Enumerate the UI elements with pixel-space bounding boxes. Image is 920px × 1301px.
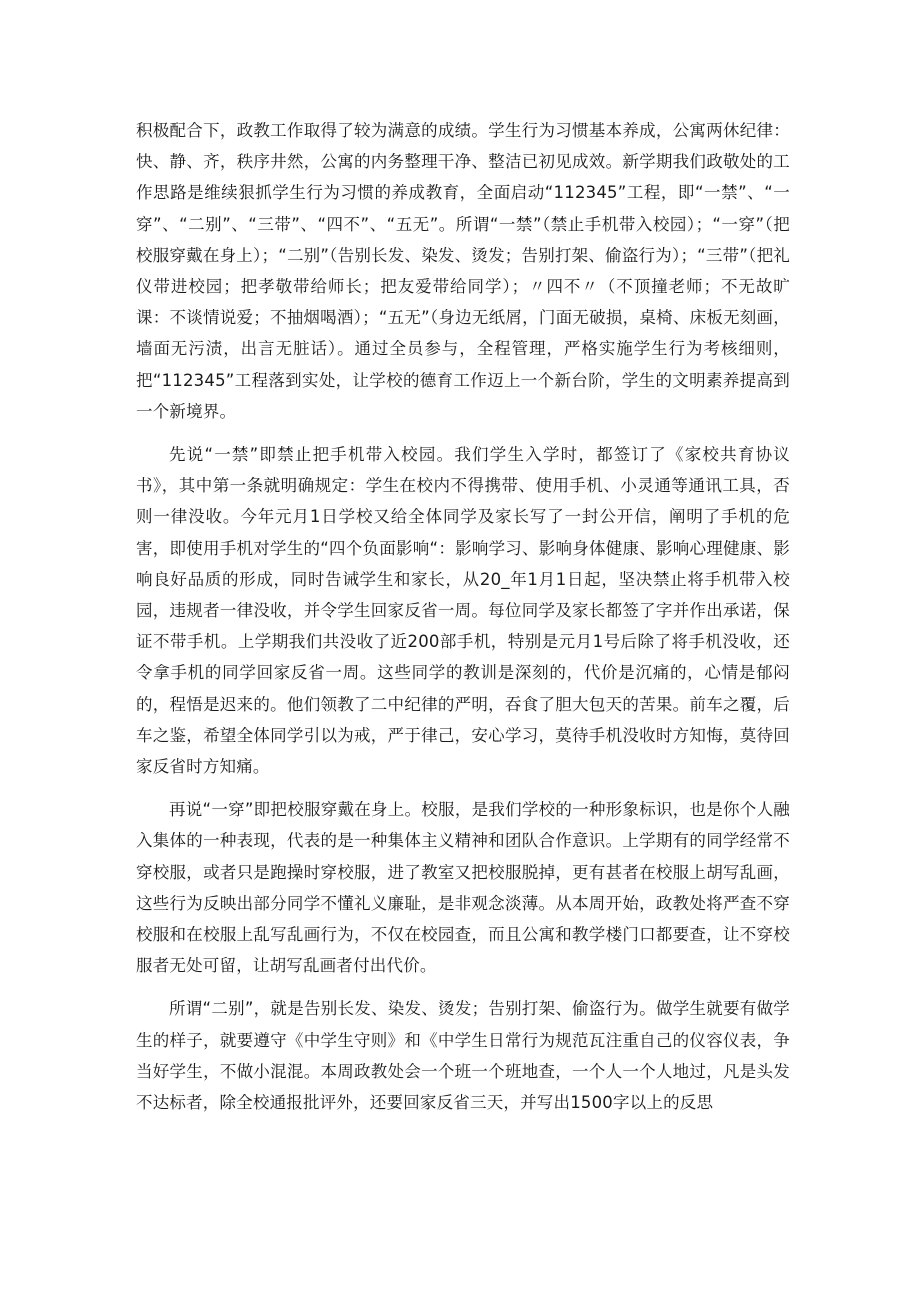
paragraph-yichuan: 再说“一穿”即把校服穿戴在身上。校服，是我们学校的一种形象标识，也是你个人融入集体的一种表现，代表的是一种集体主义精神和团队合作意识。上学期有的同学经常不穿校服，或者只是跑操时穿校服，进了教室又把校服脱掉，更有甚者在校服上胡写乱画，这些行为反映出部分同学不懂礼义廉耻，是非观念淡薄。从本周开始，政教处将严查不穿校服和在校服上乱写乱画行为，不仅在校园查，而且公寓和教学楼门口都要查，让不穿校服者无处可留，让胡写乱画者付出代价。 <box>136 800 790 976</box>
paragraph-yijin: 先说“一禁”即禁止把手机带入校园。我们学生入学时，都签订了《家校共育协议书》，其中第一条就明确规定：学生在校内不得携带、使用手机、小灵通等通讯工具，否则一律没收。今年元月1日学校又给全体同学及家长写了一封公开信，阐明了手机的危害，即使用手机对学生的“四个负面影响“：影响学习、影响身体健康、影响心理健康、影响良好品质的形成，同时告诫学生和家长，从20_年1月1日起，坚决禁止将手机带入校园，违规者一律没收，并令学生回家反省一周。每位同学及家长都签了字并作出承诺，保证不带手机。上学期我们共没收了近200部手机，特别是元月1号后除了将手机没收，还令拿手机的同学回家反省一周。这些同学的教训是深刻的，代价是沉痛的，心情是郁闷的，程悟是迟来的。他们领教了二中纪律的严明，吞食了胆大包天的苦果。前车之覆，后车之鉴，希望全体同学引以为戒，严于律己，安心学习，莫待手机没收时方知悔，莫待回家反省时方知痛。 <box>136 445 790 777</box>
paragraph-erbie: 所谓“二别”，就是告别长发、染发、烫发；告别打架、偷盗行为。做学生就要有做学生的样子，就要遵守《中学生守则》和《中学生日常行为规范瓦注重自己的仪容仪表，争当好学生，不做小混混。本周政教处会一个班一个班地查，一个人一个人地过，凡是头发不达标者，除全校通报批评外，还要回家反省三天，并写出1500字以上的反思 <box>136 999 790 1113</box>
document-body <box>136 115 790 1118</box>
paragraph-intro: 积极配合下，政教工作取得了较为满意的成绩。学生行为习惯基本养成，公寓两休纪律：快、静、齐，秩序井然，公寓的内务整理干净、整洁已初见成效。新学期我们政敬处的工作思路是维续狠抓学生行为习惯的养成教育，全面启动“112345”工程，即“一禁”、“一穿”、“二别”、“三带”、“四不”、“五无”。所谓“一禁”（禁止手机带入校园）；“一穿”（把校服穿戴在身上）；“二别”（告别长发、染发、烫发；告别打架、偷盗行为）；“三带”（把礼仪带进校园；把孝敬带给师长；把友爱带给同学）；〃四不〃（不顶撞老师；不无故旷课：不谈情说爱；不抽烟喝酒）；“五无”（身边无纸屑，门面无破损，桌椅、床板无刻画，墙面无污渍，出言无脏话）。通过全员参与，全程管理，严格实施学生行为考核细则，把“112345”工程落到实处，让学校的德育工作迈上一个新台阶，学生的文明素养提高到一个新境界。 <box>136 121 790 421</box>
